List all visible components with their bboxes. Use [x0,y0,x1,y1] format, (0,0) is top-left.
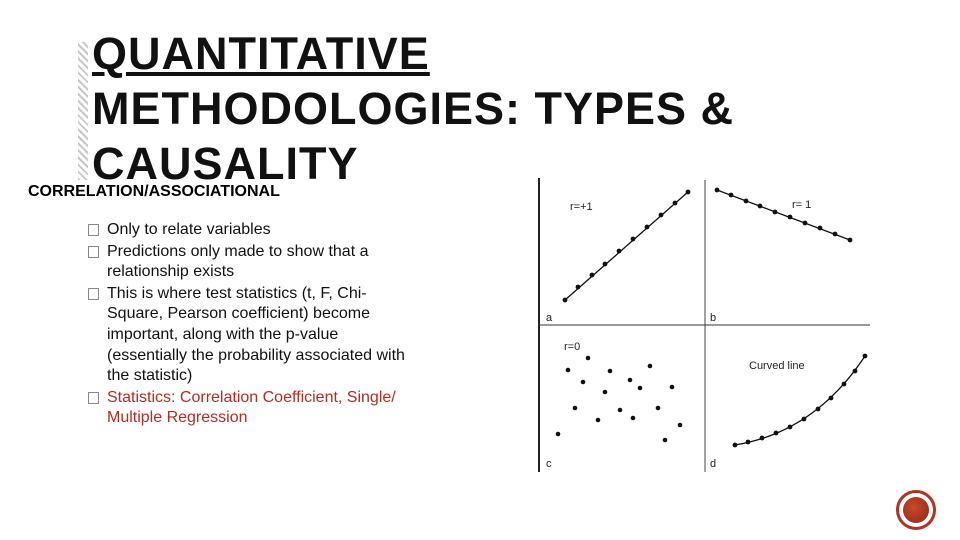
bullet-item [88,284,418,387]
panel-d-point [746,440,751,445]
panel-c-point [628,378,633,383]
panel-b-point [788,215,793,220]
bullet-text: This is where test statistics (t, F, Chi-Square, Pearson coefficient) become important, along with the p-value (essentially the probability associated with the statistic) [107,284,405,385]
panel-b-point [729,193,734,198]
box-bullet-icon [88,392,99,404]
panel-a-point [645,225,650,230]
panel-b-point [773,210,778,215]
panel-d-annotation: Curved line [749,360,805,372]
panel-d-point [760,436,765,441]
panel-c-point [566,368,571,373]
box-bullet-icon [88,246,99,258]
panel-d-point [802,417,807,422]
panel-b-annotation: r= 1 [792,199,812,211]
panel-b-point [833,232,838,237]
circle-badge-icon [896,490,936,530]
panel-b [710,188,852,324]
panel-c-point [596,418,601,423]
panel-d-point [853,369,858,374]
panel-c-point [663,438,668,443]
panel-c-letter: c [546,458,552,470]
title-stripes-decoration [78,42,88,180]
panel-c [546,341,682,470]
panel-c-point [603,390,608,395]
panel-a-annotation: r=+1 [570,201,593,213]
panel-c-point [618,408,623,413]
box-bullet-icon [88,224,99,236]
panel-c-point [631,416,636,421]
panel-a-point [686,190,691,195]
panel-a-point [631,237,636,242]
panel-c-point [573,406,578,411]
panel-a-point [603,262,608,267]
panel-c-point [638,386,643,391]
panel-d-point [788,425,793,430]
panel-d-point [733,443,738,448]
panel-b-letter: b [710,312,717,324]
bullet-item [88,242,418,283]
panel-a-point [563,298,568,303]
panel-b-point [818,226,823,231]
title-line-1: QUANTITATIVE [92,28,430,79]
correlation-scatter-figure [530,170,890,480]
panel-c-point [678,423,683,428]
panel-a-point [590,273,595,278]
panel-a-point [617,249,622,254]
panel-d-point [774,431,779,436]
bullet-item [88,388,418,429]
panel-c-point [656,406,661,411]
box-bullet-icon [88,288,99,300]
panel-d [710,354,867,470]
panel-c-annotation: r=0 [564,341,581,353]
panel-d-point [829,396,834,401]
bullet-text: Predictions only made to show that a relationship exists [107,242,369,281]
panel-a-point [659,213,664,218]
subheading: CORRELATION/ASSOCIATIONAL [28,183,280,200]
title-line-2: METHODOLOGIES: TYPES & [92,83,735,134]
panel-c-point [608,369,613,374]
panel-b-point [715,188,720,193]
panel-b-point [744,199,749,204]
panel-a-point [576,285,581,290]
panel-d-point [842,382,847,387]
bullet-item [88,220,418,241]
panel-b-line [717,190,850,240]
bullet-list [88,220,418,430]
bullet-text: Statistics: Correlation Coefficient, Single/ Multiple Regression [107,388,396,427]
bullet-text: Only to relate variables [107,221,271,238]
slide-title [92,26,792,191]
panel-a [546,190,690,324]
panel-a-point [673,201,678,206]
panel-b-point [848,238,853,243]
panel-c-point [648,364,653,369]
panel-c-point [586,356,591,361]
panel-b-point [758,204,763,209]
panel-a-letter: a [546,312,553,324]
panel-b-point [803,221,808,226]
panel-d-point [816,407,821,412]
panel-d-point [863,354,868,359]
panel-c-point [670,385,675,390]
panel-c-point [581,380,586,385]
panel-d-letter: d [710,458,717,470]
title-line-3: CAUSALITY [92,138,359,189]
panel-c-point [556,432,561,437]
